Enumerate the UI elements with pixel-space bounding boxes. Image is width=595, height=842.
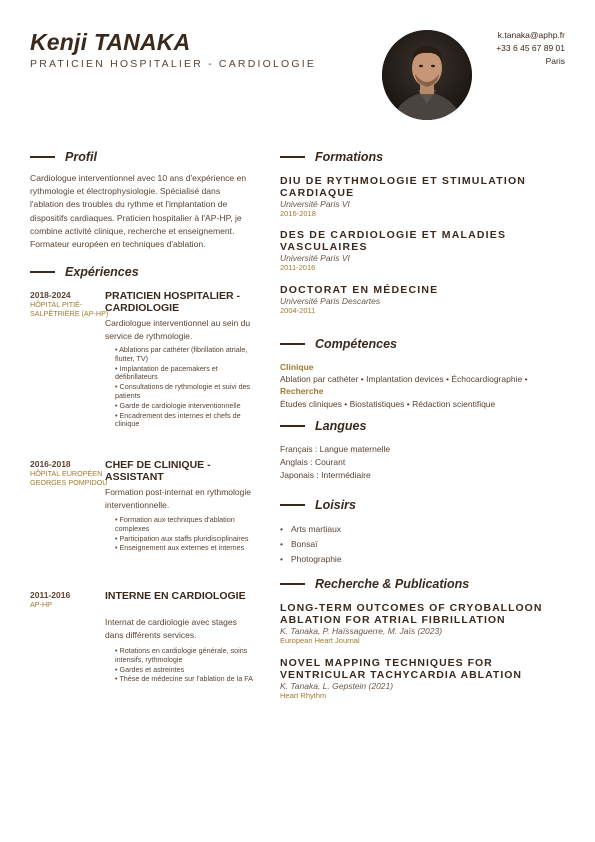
publication-item: [280, 657, 565, 701]
skills-block: [280, 361, 550, 409]
section-profile: [30, 150, 97, 164]
languages-list: [280, 443, 390, 482]
experience-dates: 2016-2018: [30, 459, 71, 469]
section-recherche: [280, 577, 469, 591]
experience-dates: 2018-2024: [30, 290, 71, 300]
job-title: PRATICIEN HOSPITALIER - CARDIOLOGIE: [30, 58, 317, 70]
experience-bullets: [115, 516, 255, 554]
phone[interactable]: +33 6 45 67 89 01: [496, 43, 565, 53]
bullet: • Rotations en cardiologie générale, soins intensifs, rythmologie: [115, 646, 248, 664]
bullet: • Implantation de pacemakers et défibrillateurs: [115, 363, 218, 382]
bullet: • Enseignement aux externes et internes: [115, 543, 245, 553]
hobbies-list: [280, 522, 342, 567]
publication-journal: Heart Rhythm: [280, 691, 327, 700]
experience-bullets: [115, 647, 255, 685]
publication-journal: European Heart Journal: [280, 636, 360, 645]
formation-school: Université Paris VI: [280, 199, 350, 209]
section-rule: [280, 425, 305, 427]
formation-years: 2011-2016: [280, 263, 316, 272]
formation-degree: DOCTORAT EN MÉDECINE: [280, 284, 439, 296]
experience-role: CHEF DE CLINIQUE - ASSISTANT: [105, 459, 211, 483]
publication-authors: K. Tanaka, P. Haïssaguerre, M. Jaïs (2023): [280, 626, 443, 636]
publication-title: LONG-TERM OUTCOMES OF CRYOBALLOON ABLATION FOR ATRIAL FIBRILLATION: [280, 602, 543, 626]
publication-item: [280, 602, 565, 646]
section-title: Loisirs: [315, 498, 356, 512]
hobby-item: • Photographie: [280, 552, 342, 567]
city: Paris: [545, 56, 565, 66]
experience-org: HÔPITAL EUROPÉEN GEORGES POMPIDOU: [30, 469, 108, 487]
experience-item: [30, 590, 255, 700]
formation-item: [280, 175, 565, 219]
formation-item: [280, 284, 565, 316]
experience-item: [30, 459, 255, 579]
formation-school: Université Paris VI: [280, 253, 350, 263]
skills-list: Ablation par cathéter • Implantation devices • Échocardiographie •: [280, 374, 528, 384]
formation-school: Université Paris Descartes: [280, 296, 381, 306]
section-title: Formations: [315, 150, 384, 164]
section-title: Recherche & Publications: [315, 577, 470, 591]
experience-org: HÔPITAL PITIÉ-SALPÊTRIÈRE (AP-HP): [30, 300, 109, 318]
section-experiences: [30, 265, 139, 279]
formation-degree: DIU DE RYTHMOLOGIE ET STIMULATION CARDIAQUE: [280, 175, 527, 199]
section-rule: [280, 504, 305, 506]
experience-item: [30, 290, 255, 450]
skills-list: Études cliniques • Biostatistiques • Rédaction scientifique: [280, 399, 496, 409]
hobby-item: • Bonsaï: [280, 537, 342, 552]
experience-role: PRATICIEN HOSPITALIER - CARDIOLOGIE: [105, 290, 240, 314]
section-rule: [280, 156, 305, 158]
bullet: • Ablations par cathéter (fibrillation atriale, flutter, TV): [115, 345, 248, 363]
experience-org: AP-HP: [30, 600, 52, 609]
candidate-name: Kenji TANAKA: [30, 29, 191, 55]
section-rule: [30, 271, 55, 273]
bullet: • Thèse de médecine sur l'ablation de la FA: [115, 674, 254, 684]
experience-desc: Internat de cardiologie avec stages dans différents services.: [105, 617, 237, 640]
experience-role: INTERNE EN CARDIOLOGIE: [105, 590, 246, 602]
skills-category: Recherche: [280, 386, 324, 396]
publication-title: NOVEL MAPPING TECHNIQUES FOR VENTRICULAR TACHYCARDIA ABLATION: [280, 657, 522, 681]
profile-text: Cardiologue interventionnel avec 10 ans d'expérience en rythmologie et électrophysiologie. Spécialisé dans l'ablation des troubles du rythme et l'implantation de dispositifs cardiaques. Praticien hospitalier à l'AP-HP, je combine activité clinique, recherche et enseignement. Formateur européen en techniques d'ablation.: [30, 173, 247, 250]
portrait-image: [382, 30, 472, 120]
formation-item: [280, 229, 565, 273]
language-item: Français : Langue maternelle: [280, 444, 391, 454]
bullet: • Participation aux staffs pluridisciplinaires: [115, 533, 249, 543]
section-rule: [280, 343, 305, 345]
publication-authors: K. Tanaka, L. Gepstein (2021): [280, 681, 394, 691]
language-item: Anglais : Courant: [280, 457, 346, 467]
profile-photo: [382, 30, 472, 120]
skills-category: Clinique: [280, 362, 314, 372]
experience-bullets: [115, 346, 255, 430]
formation-years: 2004-2011: [280, 306, 316, 315]
section-title: Compétences: [315, 337, 397, 351]
formation-years: 2016-2018: [280, 209, 316, 218]
section-formations: [280, 150, 383, 164]
section-title: Langues: [315, 419, 367, 433]
section-title: Expériences: [65, 265, 139, 279]
bullet: • Formation aux techniques d'ablation complexes: [115, 515, 235, 533]
section-langues: [280, 419, 366, 433]
experience-dates: 2011-2016: [30, 590, 71, 600]
email[interactable]: k.tanaka@aphp.fr: [497, 30, 565, 40]
contact-block: [496, 29, 565, 68]
section-competences: [280, 337, 397, 351]
section-rule: [280, 583, 305, 585]
experience-desc: Formation post-internat en rythmologie interventionnelle.: [105, 487, 251, 510]
formation-degree: DES DE CARDIOLOGIE ET MALADIES VASCULAIRES: [280, 229, 507, 253]
hobby-item: • Arts martiaux: [280, 522, 342, 537]
bullet: • Encadrement des internes et chefs de clinique: [115, 410, 241, 429]
bullet: • Gardes et astreintes: [115, 664, 185, 674]
experience-desc: Cardiologue interventionnel au sein du service de rythmologie.: [105, 318, 251, 341]
bullet: • Garde de cardiologie interventionnelle: [115, 400, 241, 410]
section-title: Profil: [65, 150, 97, 164]
section-rule: [30, 156, 55, 158]
bullet: • Consultations de rythmologie et suivi des patients: [115, 382, 251, 400]
language-item: Japonais : Intermédiaire: [280, 470, 371, 480]
section-loisirs: [280, 498, 356, 512]
